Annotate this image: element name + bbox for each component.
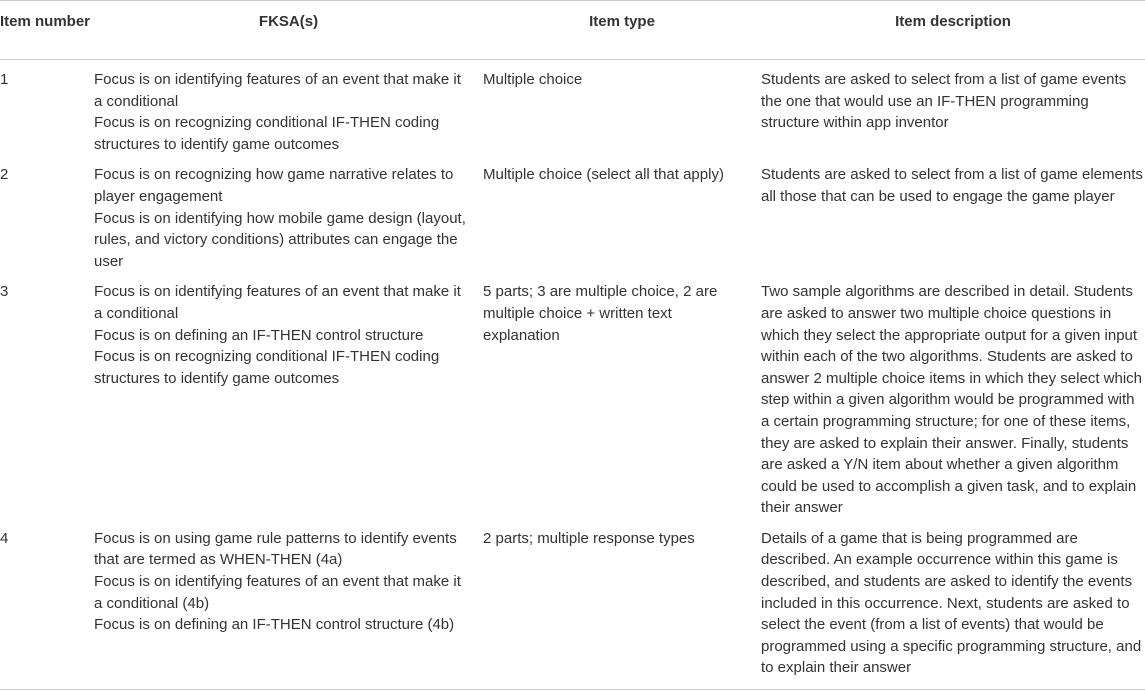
header-item-description: Item description	[761, 1, 1145, 60]
item-description-cell: Two sample algorithms are described in detail. Students are asked to answer two multiple choice questions in which they select the appropriate output for a given input within each of the two algorithms. Students are asked to answer 2 multiple choice items in which they select which step within a given algorithm would be programmed with a certain programming structure; for one of these items, they are asked to explain their answer. Finally, students are asked a Y/N item about whether a given algorithm could be used to accomplish a given task, and to explain their answer	[761, 283, 1142, 517]
item-number-cell: 3	[0, 283, 9, 301]
header-item-number: Item number	[0, 1, 94, 60]
item-number-cell: 1	[0, 71, 9, 88]
item-type-cell: Multiple choice	[483, 71, 583, 88]
item-type-cell: 5 parts; 3 are multiple choice, 2 are multiple choice + written text explanation	[483, 283, 718, 344]
fksa-line: Focus is on identifying features of an event that make it a conditional (4b)	[94, 573, 461, 612]
fksa-cell	[94, 519, 483, 690]
fksa-line: Focus is on recognizing how game narrative relates to player engagement	[94, 166, 454, 205]
item-description-cell: Students are asked to select from a list of game elements all those that can be used to engage the game player	[761, 166, 1143, 205]
header-item-type: Item type	[483, 1, 761, 60]
fksa-cell	[94, 155, 483, 272]
fksa-line: Focus is on identifying how mobile game design (layout, rules, and victory conditions) attributes can engage the user	[94, 209, 466, 270]
fksa-line: Focus is on defining an IF-THEN control structure (4b)	[94, 616, 455, 634]
fksa-line: Focus is on recognizing conditional IF-THEN coding structures to identify game outcomes	[94, 348, 440, 387]
item-description-cell: Details of a game that is being programmed are described. An example occurrence within this game is described, and students are asked to identify the events included in this occurrence. Next, students are asked to select the event (from a list of events) that would be programmed using a specific programming structure, and to explain their answer	[761, 519, 1145, 690]
fksa-cell	[94, 60, 483, 156]
fksa-line: Focus is on defining an IF-THEN control structure	[94, 326, 424, 344]
fksa-line: Focus is on identifying features of an event that make it a conditional	[94, 71, 461, 110]
table-row	[0, 519, 1145, 690]
table-header-row	[0, 1, 1145, 60]
table-row	[0, 155, 1145, 272]
fksa-line: Focus is on recognizing conditional IF-THEN coding structures to identify game outcomes	[94, 114, 440, 153]
header-fksa: FKSA(s)	[94, 1, 483, 60]
table-row	[0, 60, 1145, 156]
fksa-line: Focus is on identifying features of an event that make it a conditional	[94, 283, 461, 322]
item-number-cell: 4	[0, 519, 94, 690]
item-type-cell: 2 parts; multiple response types	[483, 519, 761, 690]
fksa-line: Focus is on using game rule patterns to identify events that are termed as WHEN-THEN (4a)	[94, 529, 457, 569]
fksa-cell	[94, 272, 483, 519]
item-type-cell: Multiple choice (select all that apply)	[483, 166, 724, 184]
item-description-cell: Students are asked to select from a list of game events the one that would use an IF-THEN programming structure within app inventor	[761, 71, 1127, 132]
item-number-cell: 2	[0, 166, 9, 184]
table-row	[0, 272, 1145, 519]
